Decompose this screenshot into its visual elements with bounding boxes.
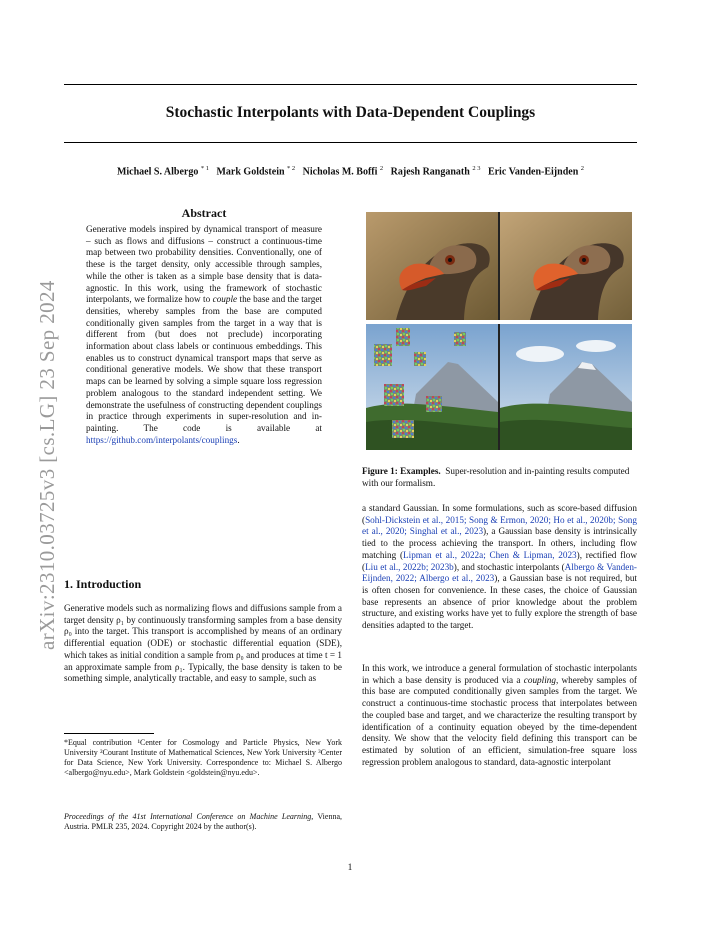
paper-title: Stochastic Interpolants with Data-Dependent Couplings — [165, 104, 536, 121]
bird-image-super-resolved — [500, 212, 632, 320]
arxiv-watermark: arXiv:2310.03725v3 [cs.LG] 23 Sep 2024 — [35, 280, 59, 650]
code-link[interactable]: https://github.com/interpolants/couplings — [86, 434, 238, 445]
landscape-image-inpainted — [500, 324, 632, 450]
footnote-rule — [64, 733, 154, 734]
figure-label: Figure 1: Examples. — [362, 466, 441, 476]
author-affiliation: * 2 — [287, 165, 296, 172]
introduction-text: Generative models such as normalizing flows and diffusions sample from a target density ρ₁ by continuously transforming samples from a base density ρ₀ into the target. This transport is accomplished by means of an ordinary differential equation (ODE) or stochastic differential equation (SDE), which takes as initial condition a sample from ρ₀ and produces at time t = 1 an approximate sample from ρ₁. Typically, the base density is taken to be something simple, analytically tractable, and easy to sample, such as — [64, 603, 342, 684]
section-heading-introduction: 1. Introduction — [64, 577, 142, 591]
author-name: Rajesh Ranganath — [390, 166, 470, 178]
citation[interactable]: Albergo & Vanden-Eijnden, 2022; Albergo et al., 2023 — [362, 561, 637, 584]
page-number: 1 — [347, 863, 353, 873]
figure-divider — [498, 212, 500, 450]
figure-gap — [366, 320, 632, 324]
title-rule-bottom — [64, 142, 637, 143]
right-column-paragraph-1: a standard Gaussian. In some formulations, such as score-based diffusion (Sohl-Dickstein et al., 2015; Song & Ermon, 2020; Ho et al., 2020b; Song et al., 2020; Singhal et al., 2023), a Gaussian base density is intrinsically tied to the process achieving the transport. In others, including flow matching (Lipman et al., 2022a; Chen & Lipman, 2023), rectified flow (Liu et al., 2022b; 2023b), and stochastic interpolants (Albergo & Vanden-Eijnden, 2022; Albergo et al., 2023), a Gaussian base is not required, but is often chosen for convenience. In these cases, the choice of Gaussian base represents an absence of prior knowledge about the problem structure, and existing works have yet to fully explore the strength of base densities adapted to the target. — [362, 503, 637, 631]
emphasis: coupling — [523, 674, 556, 685]
emphasis: couple — [212, 294, 238, 305]
citation[interactable]: Lipman et al., 2022a; Chen & Lipman, 2023 — [403, 549, 577, 560]
title-rule-top — [64, 84, 637, 85]
citation[interactable]: Liu et al., 2022b; 2023b — [365, 561, 454, 572]
author-name: Eric Vanden-Eijnden — [487, 166, 579, 178]
author-name: Mark Goldstein — [216, 166, 285, 178]
author-affiliation: 2 — [580, 165, 585, 172]
footnote-affiliations: *Equal contribution ¹Center for Cosmology and Particle Physics, New York University ²Courant Institute of Mathematical Sciences, New York University ³Center for Data Science, New York University. Correspondence to: Michael S. Albergo <albergo@nyu.edu>, Mark Goldstein <goldstein@nyu.edu>. — [64, 738, 342, 777]
figure-caption: Figure 1: Examples. Super-resolution and in-painting results computed with our formalism. — [362, 466, 630, 488]
author-affiliation: 2 3 — [472, 165, 481, 172]
right-column-paragraph-2: In this work, we introduce a general formulation of stochastic interpolants in which a base density is produced via a coupling, whereby samples of this base are computed conditionally given samples from the target. We construct a continuous-time stochastic process that interpolates between the coupled base and target, and we characterize the resulting transport by identification of a continuity equation obeyed by the time-dependent density. We show that the velocity field defining this transport can be estimated by solution of an efficient, simulation-free square loss regression problem analogous to standard, data-agnostic interpolant — [362, 663, 637, 767]
author-list — [64, 165, 637, 177]
abstract-heading: Abstract — [181, 206, 227, 220]
figure-examples — [366, 212, 634, 454]
abstract-text: Generative models inspired by dynamical transport of measure – such as flows and diffusions – construct a continuous-time map between two probability densities. Conventionally, one of these is the target density, only accessible through samples, while the other is taken as a simple base density that is data-agnostic. In this work, using the framework of stochastic interpolants, we formalize how to couple the base and the target densities, whereby samples from the base are computed conditionally given samples from the target in a way that is different from (but does not preclude) incorporating information about class labels or continuous embeddings. This enables us to construct dynamical transport maps that serve as conditional generative models. We show that these transport maps can be learned by solving a simple square loss regression problem analogous to the standard independent setting. We demonstrate the usefulness of constructing dependent couplings in practice through experiments in super-resolution and in-painting. The code is available at https://github.com/interpolants/couplings. — [86, 224, 322, 445]
proceedings-note: Proceedings of the 41st International Conference on Machine Learning, Vienna, Austria. PMLR 235, 2024. Copyright 2024 by the author(s). — [64, 812, 342, 831]
author-name: Michael S. Albergo — [116, 166, 199, 178]
author-affiliation: 2 — [379, 165, 384, 172]
citation[interactable]: Sohl-Dickstein et al., 2015; Song & Ermon, 2020; Ho et al., 2020b; Song et al., 2020; Singhal et al., 2023 — [362, 514, 637, 537]
author-affiliation: * 1 — [200, 165, 209, 172]
bird-image-low-res — [366, 212, 498, 320]
author-name: Nicholas M. Boffi — [302, 166, 378, 178]
landscape-image-masked — [366, 324, 498, 450]
